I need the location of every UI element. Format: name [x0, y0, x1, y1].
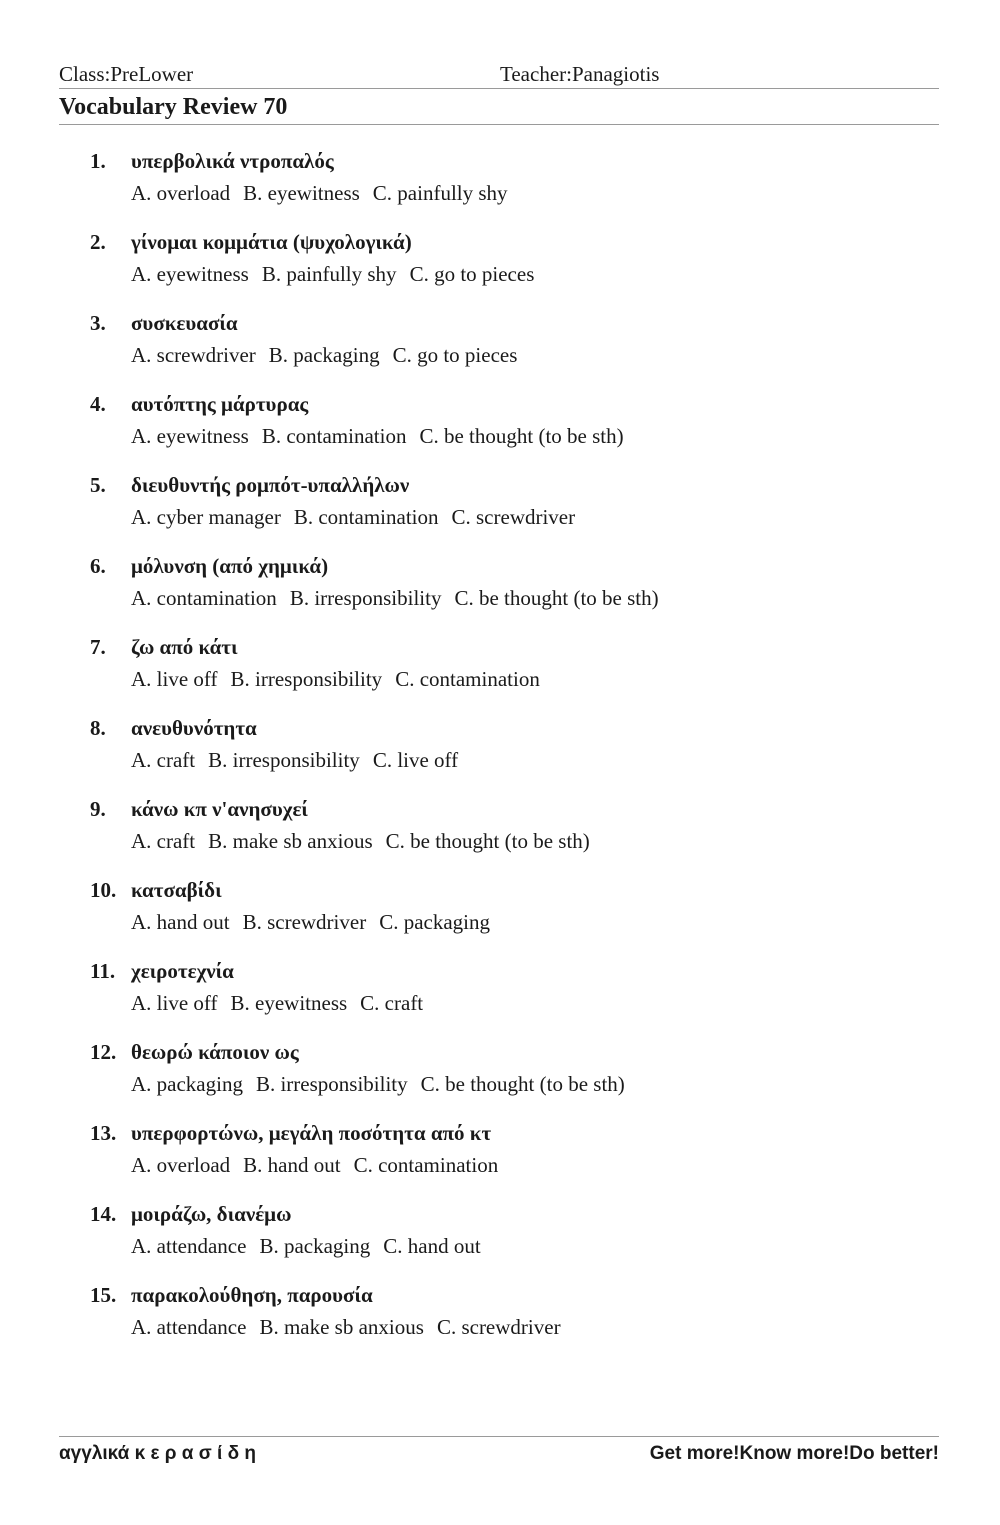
question-number: 7.	[90, 635, 106, 659]
question-item	[0, 878, 1000, 959]
answer-option[interactable]: A. craft	[131, 748, 196, 772]
question-number: 5.	[90, 473, 106, 497]
question-number: 10.	[90, 878, 117, 902]
answer-option[interactable]: C. screwdriver	[451, 505, 576, 529]
question-item	[0, 392, 1000, 473]
question-number: 4.	[90, 392, 106, 416]
answer-option[interactable]: B. packaging	[268, 343, 380, 367]
question-prompt: υπερβολικά ντροπαλός	[131, 149, 334, 173]
answer-options	[131, 424, 637, 449]
question-item	[0, 1040, 1000, 1121]
answer-option[interactable]: A. packaging	[131, 1072, 243, 1096]
question-item	[0, 1121, 1000, 1202]
question-item	[0, 554, 1000, 635]
question-item	[0, 716, 1000, 797]
question-prompt: γίνομαι κομμάτια (ψυχολογικά)	[131, 230, 412, 254]
answer-options	[131, 1072, 638, 1097]
answer-options	[131, 1315, 574, 1340]
answer-option[interactable]: A. hand out	[131, 910, 230, 934]
answer-options	[131, 181, 521, 206]
answer-option[interactable]: B. irresponsibility	[289, 586, 442, 610]
answer-option[interactable]: A. contamination	[131, 586, 277, 610]
question-list	[0, 149, 1000, 1364]
answer-option[interactable]: B. screwdriver	[242, 910, 367, 934]
question-prompt: ανευθυνότητα	[131, 716, 257, 740]
class-label: Class:PreLower	[59, 62, 194, 86]
answer-option[interactable]: A. overload	[131, 1153, 231, 1177]
question-item	[0, 149, 1000, 230]
answer-option[interactable]: C. be thought (to be sth)	[385, 829, 590, 853]
answer-option[interactable]: C. be thought (to be sth)	[420, 1072, 625, 1096]
question-prompt: αυτόπτης μάρτυρας	[131, 392, 309, 416]
question-number: 1.	[90, 149, 106, 173]
page-header	[59, 62, 939, 89]
answer-option[interactable]: B. eyewitness	[230, 991, 348, 1015]
answer-option[interactable]: A. cyber manager	[131, 505, 281, 529]
question-prompt: χειροτεχνία	[131, 959, 234, 983]
answer-option[interactable]: A. live off	[131, 667, 218, 691]
answer-options	[131, 991, 436, 1016]
answer-option[interactable]: C. painfully shy	[372, 181, 508, 205]
answer-options	[131, 829, 603, 854]
question-number: 8.	[90, 716, 106, 740]
answer-option[interactable]: B. contamination	[293, 505, 439, 529]
answer-option[interactable]: B. make sb anxious	[259, 1315, 424, 1339]
answer-option[interactable]: C. go to pieces	[392, 343, 518, 367]
answer-option[interactable]: B. make sb anxious	[208, 829, 373, 853]
teacher-label: Teacher:Panagiotis	[500, 62, 660, 86]
question-prompt: διευθυντής ρομπότ-υπαλλήλων	[131, 473, 410, 497]
answer-option[interactable]: B. contamination	[261, 424, 407, 448]
question-prompt: θεωρώ κάποιον ως	[131, 1040, 299, 1064]
answer-option[interactable]: A. eyewitness	[131, 262, 249, 286]
answer-option[interactable]: B. painfully shy	[261, 262, 397, 286]
question-item	[0, 1283, 1000, 1364]
question-item	[0, 797, 1000, 878]
question-number: 9.	[90, 797, 106, 821]
answer-option[interactable]: C. screwdriver	[436, 1315, 561, 1339]
answer-options	[131, 262, 547, 287]
answer-option[interactable]: B. packaging	[259, 1234, 371, 1258]
answer-option[interactable]: B. hand out	[243, 1153, 341, 1177]
footer-brand: αγγλικά κ ε ρ α σ ί δ η	[59, 1443, 256, 1464]
question-number: 11.	[90, 959, 116, 983]
question-prompt: συσκευασία	[131, 311, 238, 335]
answer-option[interactable]: C. hand out	[383, 1234, 481, 1258]
question-prompt: ζω από κάτι	[131, 635, 238, 659]
answer-option[interactable]: C. live off	[372, 748, 459, 772]
question-number: 3.	[90, 311, 106, 335]
question-prompt: μόλυνση (από χημικά)	[131, 554, 329, 578]
answer-option[interactable]: B. irresponsibility	[208, 748, 360, 772]
answer-option[interactable]: C. craft	[360, 991, 424, 1015]
answer-option[interactable]: A. overload	[131, 181, 231, 205]
answer-options	[131, 505, 588, 530]
question-number: 2.	[90, 230, 106, 254]
footer-slogan: Get more!Know more!Do better!	[649, 1443, 939, 1464]
answer-option[interactable]: A. live off	[131, 991, 218, 1015]
question-prompt: μοιράζω, διανέμω	[131, 1202, 292, 1226]
answer-option[interactable]: C. be thought (to be sth)	[454, 586, 659, 610]
answer-option[interactable]: B. irresponsibility	[255, 1072, 408, 1096]
question-number: 15.	[90, 1283, 117, 1307]
question-prompt: κατσαβίδι	[131, 878, 222, 902]
question-item	[0, 473, 1000, 554]
answer-option[interactable]: C. contamination	[395, 667, 540, 691]
question-number: 12.	[90, 1040, 117, 1064]
answer-option[interactable]: C. contamination	[353, 1153, 499, 1177]
page-title: Vocabulary Review 70	[59, 94, 939, 125]
answer-options	[131, 910, 503, 935]
answer-option[interactable]: C. packaging	[379, 910, 491, 934]
answer-options	[131, 343, 530, 368]
question-item	[0, 1202, 1000, 1283]
answer-option[interactable]: C. go to pieces	[409, 262, 535, 286]
answer-option[interactable]: C. be thought (to be sth)	[419, 424, 624, 448]
answer-option[interactable]: A. eyewitness	[131, 424, 249, 448]
question-prompt: κάνω κπ ν'ανησυχεί	[131, 797, 308, 821]
answer-option[interactable]: B. eyewitness	[243, 181, 360, 205]
question-number: 13.	[90, 1121, 117, 1145]
answer-options	[131, 667, 553, 692]
question-item	[0, 959, 1000, 1040]
answer-options	[131, 1153, 511, 1178]
question-item	[0, 230, 1000, 311]
answer-option[interactable]: A. screwdriver	[131, 343, 256, 367]
answer-option[interactable]: A. craft	[131, 829, 196, 853]
question-item	[0, 311, 1000, 392]
answer-options	[131, 1234, 494, 1259]
answer-option[interactable]: A. attendance	[131, 1234, 247, 1258]
question-prompt: υπερφορτώνω, μεγάλη ποσότητα από κτ	[131, 1121, 492, 1145]
question-prompt: παρακολούθηση, παρουσία	[131, 1283, 373, 1307]
answer-option[interactable]: A. attendance	[131, 1315, 247, 1339]
question-number: 14.	[90, 1202, 117, 1226]
question-item	[0, 635, 1000, 716]
answer-option[interactable]: B. irresponsibility	[230, 667, 383, 691]
question-number: 6.	[90, 554, 106, 578]
answer-options	[131, 748, 471, 773]
answer-options	[131, 586, 672, 611]
page-footer	[59, 1436, 939, 1477]
